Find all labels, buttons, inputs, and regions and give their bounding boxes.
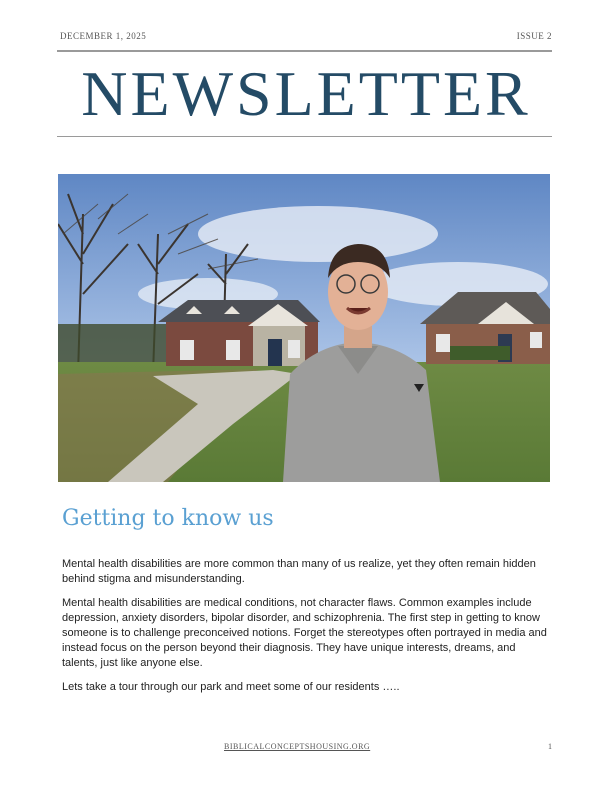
issue-number: ISSUE 2 xyxy=(516,31,552,41)
paragraph-intro: Mental health disabilities are more common than many of us realize, yet they often remain hidden behind stigma and misunderstanding. xyxy=(62,558,536,585)
issue-date: DECEMBER 1, 2025 xyxy=(60,31,147,41)
section-heading: Getting to know us xyxy=(62,506,274,531)
resident-photo xyxy=(58,174,550,482)
website-link[interactable]: BIBLICALCONCEPTSHOUSING.ORG xyxy=(224,742,371,751)
newsletter-title: NEWSLETTER xyxy=(81,58,531,129)
newsletter-header xyxy=(60,31,552,43)
paragraph-closing: Lets take a tour through our park and meet some of our residents ….. xyxy=(62,681,400,693)
article-body xyxy=(62,557,552,704)
masthead-divider xyxy=(57,136,552,137)
page-number: 1 xyxy=(548,742,552,751)
top-divider xyxy=(57,50,552,52)
paragraph-main: Mental health disabilities are medical conditions, not character flaws. Common examples include depression, anxiety disorders, bipolar disorder, and schizophrenia. The first step in getting to know someone is to challenge preconceived notions. Forget the stereotypes often portrayed in media and instead focus on the person beyond their diagnosis. They have unique interests, dreams, and talents, just like anyone else. xyxy=(62,597,547,669)
